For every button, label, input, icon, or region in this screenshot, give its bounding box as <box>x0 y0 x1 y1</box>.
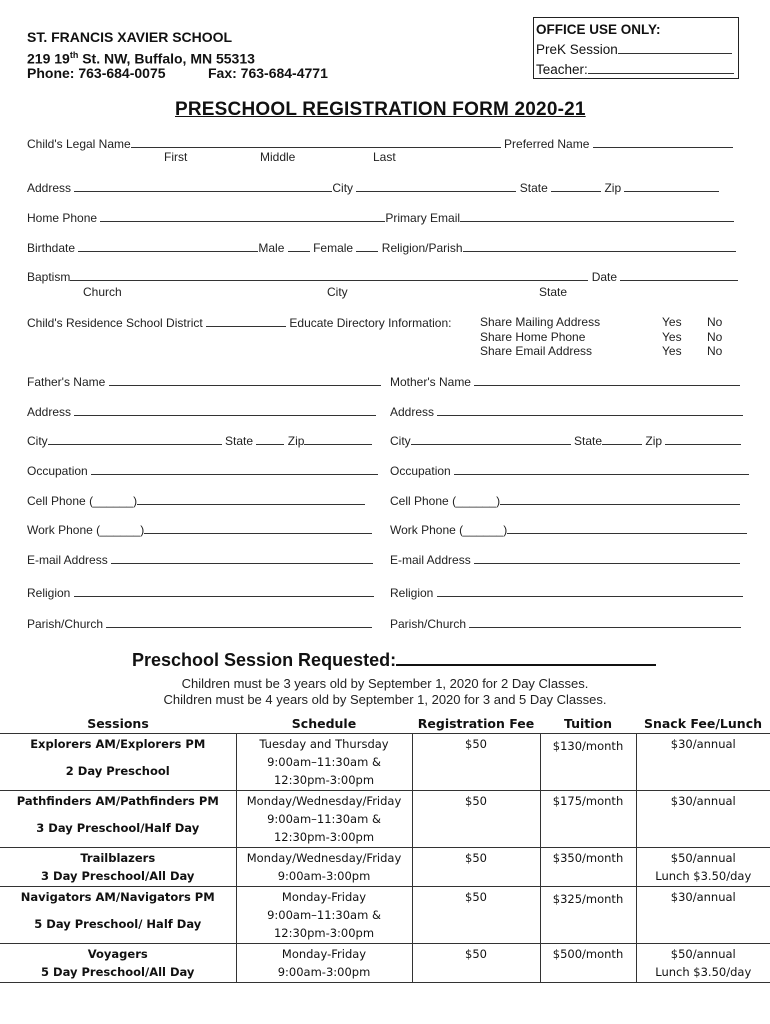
session-tuition: $500/month <box>540 944 636 983</box>
office-prek: PreK Session <box>536 40 736 60</box>
session-snack: $30/annual <box>636 734 770 791</box>
label-first: First <box>164 150 188 164</box>
session-schedule: Tuesday and Thursday 9:00am–11:30am & 12:30pm-3:00pm <box>236 734 412 791</box>
office-teacher: Teacher: <box>536 60 736 80</box>
header-sessions: Sessions <box>0 713 236 734</box>
school-address: 219 19th St. NW, Buffalo, MN 55313 <box>27 50 255 67</box>
label-last: Last <box>373 150 396 164</box>
form-title: PRESCHOOL REGISTRATION FORM 2020-21 <box>175 99 586 120</box>
father-occupation-field[interactable]: Occupation <box>27 463 378 478</box>
child-address-field[interactable]: Address City State Zip <box>27 180 719 195</box>
share-email-yes[interactable]: Yes <box>662 344 682 358</box>
session-fee: $50 <box>412 734 540 791</box>
session-fee: $50 <box>412 848 540 887</box>
label-city: City <box>327 285 348 299</box>
father-city-field[interactable]: City State Zip <box>27 433 372 448</box>
age-note-1: Children must be 3 years old by September 1, 2020 for 2 Day Classes. <box>181 676 589 691</box>
father-cell-field[interactable]: Cell Phone (______) <box>27 493 365 508</box>
header-schedule: Schedule <box>236 713 412 734</box>
header-snack-fee: Snack Fee/Lunch <box>636 713 770 734</box>
school-phone: Phone: 763-684-0075 <box>27 65 166 81</box>
share-phone-yes[interactable]: Yes <box>662 330 682 344</box>
header-registration-fee: Registration Fee <box>412 713 540 734</box>
share-email-label: Share Email Address <box>480 344 593 358</box>
mother-work-field[interactable]: Work Phone (______) <box>390 522 747 537</box>
session-snack: $30/annual <box>636 791 770 848</box>
session-snack: $50/annual Lunch $3.50/day <box>636 944 770 983</box>
sessions-table <box>0 713 770 983</box>
residence-district-field[interactable]: Child's Residence School District Educate Directory Information: <box>27 316 452 330</box>
session-schedule: Monday/Wednesday/Friday 9:00am–11:30am & 12:30pm-3:00pm <box>236 791 412 848</box>
session-schedule: Monday-Friday 9:00am-3:00pm <box>236 944 412 983</box>
session-schedule: Monday/Wednesday/Friday 9:00am-3:00pm <box>236 848 412 887</box>
session-fee: $50 <box>412 944 540 983</box>
share-mail-yes[interactable]: Yes <box>662 315 682 329</box>
share-mail-label: Share Mailing Address <box>480 315 601 329</box>
school-fax: Fax: 763-684-4771 <box>208 65 328 81</box>
mother-email-field[interactable]: E-mail Address <box>390 552 740 567</box>
session-name: Voyagers 5 Day Preschool/All Day <box>0 944 236 983</box>
home-phone-field[interactable]: Home Phone Primary Email <box>27 210 734 225</box>
session-tuition: $325/month <box>540 887 636 944</box>
session-name: Explorers AM/Explorers PM 2 Day Preschool <box>0 734 236 791</box>
label-church: Church <box>83 285 122 299</box>
session-snack: $50/annual Lunch $3.50/day <box>636 848 770 887</box>
header-tuition: Tuition <box>540 713 636 734</box>
share-email-no[interactable]: No <box>707 344 723 358</box>
session-fee: $50 <box>412 791 540 848</box>
table-row <box>0 848 770 887</box>
mother-religion-field[interactable]: Religion <box>390 585 743 600</box>
session-snack: $30/annual <box>636 887 770 944</box>
father-email-field[interactable]: E-mail Address <box>27 552 373 567</box>
session-schedule: Monday-Friday 9:00am–11:30am & 12:30pm-3:00pm <box>236 887 412 944</box>
mother-name-field[interactable]: Mother's Name <box>390 374 740 389</box>
session-name: Navigators AM/Navigators PM 5 Day Preschool/ Half Day <box>0 887 236 944</box>
session-tuition: $350/month <box>540 848 636 887</box>
share-phone-no[interactable]: No <box>707 330 723 344</box>
session-heading[interactable]: Preschool Session Requested: <box>132 648 656 671</box>
table-row <box>0 734 770 791</box>
birthdate-field[interactable]: Birthdate Male Female Religion/Parish <box>27 240 736 255</box>
father-religion-field[interactable]: Religion <box>27 585 374 600</box>
father-parish-field[interactable]: Parish/Church <box>27 616 372 631</box>
mother-address-field[interactable]: Address <box>390 404 743 419</box>
session-tuition: $130/month <box>540 734 636 791</box>
school-name: ST. FRANCIS XAVIER SCHOOL <box>27 29 233 45</box>
label-state: State <box>539 285 568 299</box>
table-row <box>0 887 770 944</box>
mother-cell-field[interactable]: Cell Phone (______) <box>390 493 740 508</box>
father-work-field[interactable]: Work Phone (______) <box>27 522 372 537</box>
label-middle: Middle <box>260 150 296 164</box>
share-phone-label: Share Home Phone <box>480 330 586 344</box>
table-row <box>0 791 770 848</box>
table-row <box>0 944 770 983</box>
mother-occupation-field[interactable]: Occupation <box>390 463 749 478</box>
age-note-2: Children must be 4 years old by September 1, 2020 for 3 and 5 Day Classes. <box>163 692 607 707</box>
session-name: Trailblazers 3 Day Preschool/All Day <box>0 848 236 887</box>
mother-parish-field[interactable]: Parish/Church <box>390 616 741 631</box>
baptism-field[interactable]: Baptism Date <box>27 269 738 284</box>
mother-city-field[interactable]: City State Zip <box>390 433 741 448</box>
office-use-box <box>533 17 739 79</box>
session-tuition: $175/month <box>540 791 636 848</box>
father-name-field[interactable]: Father's Name <box>27 374 381 389</box>
office-title: OFFICE USE ONLY: <box>536 22 661 37</box>
share-mail-no[interactable]: No <box>707 315 723 329</box>
session-fee: $50 <box>412 887 540 944</box>
session-name: Pathfinders AM/Pathfinders PM 3 Day Preschool/Half Day <box>0 791 236 848</box>
child-name-field[interactable]: Child's Legal Name Preferred Name <box>27 136 733 151</box>
father-address-field[interactable]: Address <box>27 404 376 419</box>
